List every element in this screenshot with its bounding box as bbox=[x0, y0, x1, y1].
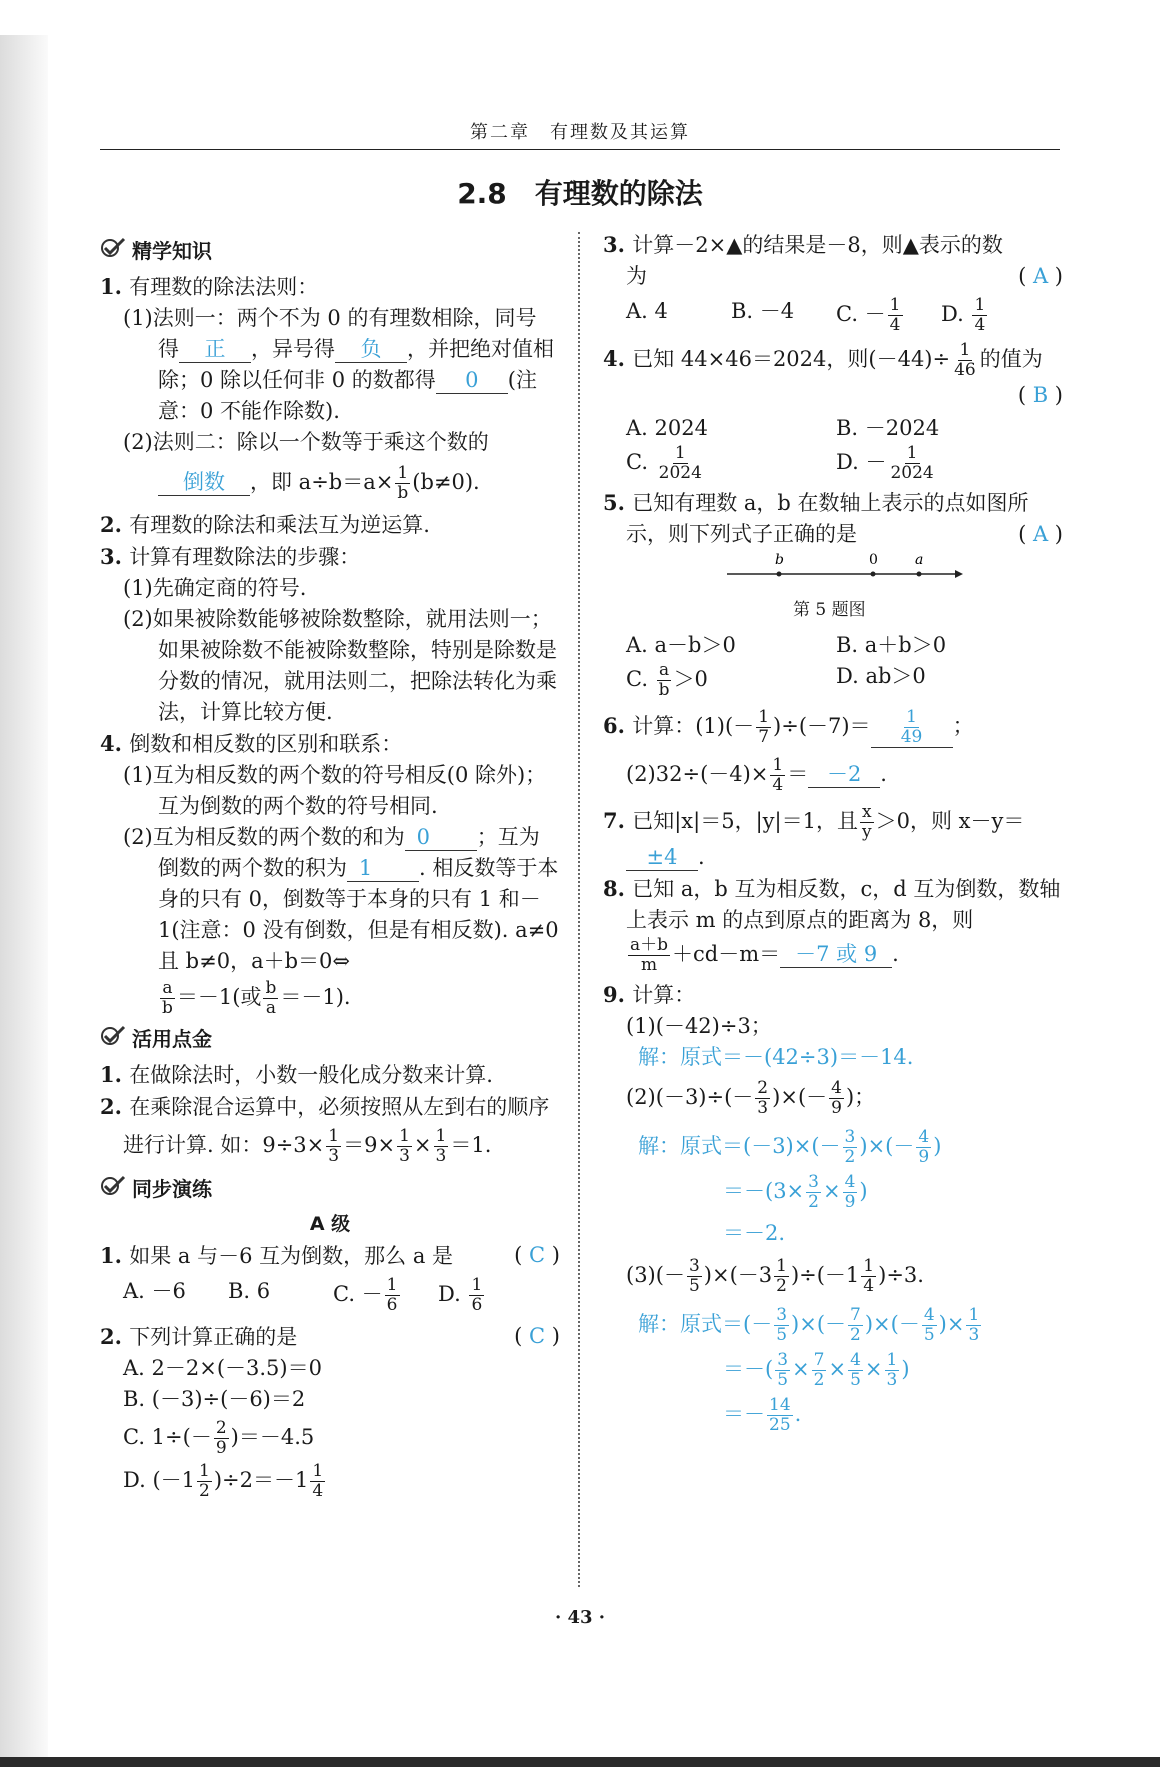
answer-blank: －2 bbox=[808, 761, 880, 788]
knowledge-1: 1. 有理数的除法法则： bbox=[100, 274, 319, 299]
right-column: 3. 计算－2×▲的结果是－8，则▲表示的数 为 ( A ) A. 4 B. －4 C. － $\frac{1}{4}$ D. $\frac{1}{4}$ 4. 已知 44×46＝2024，则(－44)÷ $\frac{1}{46}$ 的值为 ( B ) A. 2024 B. －2024 C. $\frac{1}{2024}$ D. － $\frac{1}{2024}$ 5. 已知有理数 a，b 在数轴上表示的点如图所 示，则下列式子正确的是 ( A ) b 0 a 第 5 题图 A. a－b＞0 B. a＋b＞0 C. $\frac{a}{b}$ ＞0 D. ab＞0 6. 计算：(1)(－ $\frac{1}{7}$ )÷(－7)＝ $\frac{1}{49}$ ； (2)32÷(－4)× $\frac{1}{4}$ ＝ －2 . 7. 已知|x|＝5，|y|＝1，且 $\frac{x}{y}$ ＞0，则 x－y＝ ±4 . 8. 已知 a，b 互为相反数，c，d 互为倒数，数轴上表示 m 的点到原点的距离为 8，则 $\frac{a+b}{m}$ ＋cd－m＝ －7 或 9 . 9. 计算： (1)(－42)÷3； 解：原式＝－(42÷3)＝－14. (2)(－3)÷(－ $\frac{2}{3}$ )×(－ $\frac{4}{9}$ )； 解：原式＝(－3)×(－ $\frac{3}{2}$ )×(－ $\frac{4}{9}$ ) ＝－(3× $\frac{3}{2}$ × $\frac{4}{9}$ ) ＝－2. (3)(－ $\frac{3}{5}$ )×(－3 $\frac{1}{2}$ )÷(－1 $\frac{1}{4}$ )÷3. 解：原式＝(－ $\frac{3}{5}$ )×(－ $\frac{7}{2}$ )×(－ $\frac{4}{5}$ )× $\frac{1}{3}$ ＝－( $\frac{3}{5}$ × $\frac{7}{2}$ × $\frac{4}{5}$ × $\frac{1}{3}$ ) ＝－ $\frac{14}{25}$ . bbox=[603, 229, 1063, 1435]
q9-solution-3: 解：原式＝(－ $\frac{3}{5}$ )×(－ $\frac{7}{2}$ )×(－ $\frac{4}{5}$ )× $\frac{1}{3}$ bbox=[638, 1305, 980, 1345]
q2-option-a: A. 2－2×(－3.5)＝0 bbox=[123, 1356, 322, 1380]
scan-edge bbox=[0, 1757, 1160, 1767]
rule-1-zero: 除；0 除以任何非 0 的数都得 0 (注 bbox=[158, 368, 537, 392]
section-title: 2.8 有理数的除法 bbox=[457, 177, 703, 210]
fraction: $\frac{1}{b}$ bbox=[397, 463, 409, 503]
rule-1-blanks: 得 正 ，异号得 负 ，并把绝对值相 bbox=[158, 337, 554, 361]
figure-caption: 第 5 题图 bbox=[793, 600, 866, 620]
question-8: 8. 已知 a，b 互为相反数，c，d 互为倒数，数轴上表示 m 的点到原点的距离为 8，则 bbox=[603, 876, 1061, 932]
rule-2-formula: 倒数 ，即 a÷b＝a× $\frac{1}{b}$ (b≠0). bbox=[100, 464, 560, 503]
answer-blank: 正 bbox=[179, 336, 251, 363]
check-icon bbox=[100, 236, 126, 267]
q9-solution-2: 解：原式＝(－3)×(－ $\frac{3}{2}$ )×(－ $\frac{4}{9}$ ) bbox=[638, 1127, 942, 1167]
point-a-label: a bbox=[915, 552, 924, 568]
question-3: 3. 计算－2×▲的结果是－8，则▲表示的数 bbox=[603, 232, 1003, 257]
q9-solution-1: 解：原式＝－(42÷3)＝－14. bbox=[638, 1045, 914, 1069]
q2-option-d: D. (－1 $\frac{1}{2}$ )÷2＝－1 $\frac{1}{4}$ bbox=[123, 1461, 324, 1501]
q5-options: A. a－b＞0 B. a＋b＞0 C. $\frac{a}{b}$ ＞0 D. ab＞0 bbox=[626, 633, 947, 700]
q3-options: A. 4 B. －4 C. － $\frac{1}{4}$ D. $\frac{1}{4}$ bbox=[626, 295, 986, 335]
step-1: (1)先确定商的符号. bbox=[123, 576, 307, 600]
q9-part-2: (2)(－3)÷(－ $\frac{2}{3}$ )×(－ $\frac{4}{9}$ )； bbox=[626, 1078, 876, 1118]
q9-solution-2-step: ＝－(3× $\frac{3}{2}$ × $\frac{4}{9}$ ) bbox=[723, 1172, 868, 1212]
knowledge-4: 4. 倒数和相反数的区别和联系： bbox=[100, 731, 403, 756]
section-heading-practice: 同步演练 bbox=[100, 1174, 560, 1205]
q4-options: A. 2024 B. －2024 C. $\frac{1}{2024}$ D. － $\frac{1}{2024}$ bbox=[626, 416, 940, 483]
question-2: 2. 下列计算正确的是 ( C ) bbox=[100, 1324, 560, 1349]
section-heading-knowledge: 精学知识 bbox=[100, 236, 560, 267]
question-6: 6. 计算：(1)(－ $\frac{1}{7}$ )÷(－7)＝ $\frac{1}{49}$ ； bbox=[603, 707, 974, 747]
apply-2: 2. 在乘除混合运算中，必须按照从左到右的顺序 bbox=[100, 1094, 550, 1119]
point-b-label: b bbox=[775, 552, 784, 568]
answer-choice: C bbox=[529, 1324, 546, 1348]
knowledge-2: 2. 有理数的除法和乘法互为逆运算. bbox=[100, 512, 430, 537]
check-icon bbox=[100, 1174, 126, 1205]
question-6-part-2: (2)32÷(－4)× $\frac{1}{4}$ ＝ －2 . bbox=[626, 755, 887, 795]
question-7: 7. 已知|x|＝5，|y|＝1，且 $\frac{x}{y}$ ＞0，则 x－y＝ bbox=[603, 802, 1025, 842]
answer-blank: ±4 bbox=[626, 844, 698, 871]
answer-blank: 倒数 bbox=[158, 469, 250, 496]
rule-1-line: (1)法则一：两个不为 0 的有理数相除，同号 bbox=[123, 306, 537, 330]
answer-blank: 1 bbox=[347, 855, 419, 882]
k4-formula: $\frac{a}{b}$ ＝－1(或 $\frac{b}{a}$ ＝－1). bbox=[162, 978, 351, 1018]
question-9: 9. 计算： bbox=[603, 982, 696, 1007]
q9-solution-2-result: ＝－2. bbox=[723, 1221, 786, 1245]
q2-option-b: B. (－3)÷(－6)＝2 bbox=[123, 1387, 306, 1411]
page-number: · 43 · bbox=[554, 1607, 606, 1628]
left-column bbox=[100, 232, 560, 1505]
answer-choice: C bbox=[529, 1243, 546, 1267]
q9-part-3: (3)(－ $\frac{3}{5}$ )×(－3 $\frac{1}{2}$ )÷(－1 $\frac{1}{4}$ )÷3. bbox=[626, 1256, 924, 1296]
k4-item-1: (1)互为相反数的两个数的符号相反(0 除外)；互为倒数的两个数的符号相同. bbox=[123, 763, 547, 818]
answer-blank: 0 bbox=[436, 367, 508, 394]
apply-2-example: 进行计算. 如：9÷3× $\frac{1}{3}$ ＝9× $\frac{1}{3}$ × $\frac{1}{3}$ ＝1. bbox=[123, 1126, 492, 1166]
chapter-header: 第二章 有理数及其运算 bbox=[470, 122, 690, 143]
q9-part-1: (1)(－42)÷3； bbox=[626, 1014, 772, 1038]
q9-solution-3-step: ＝－( $\frac{3}{5}$ × $\frac{7}{2}$ × $\frac{4}{5}$ × $\frac{1}{3}$ ) bbox=[723, 1350, 910, 1390]
rule-2-line: (2)法则二：除以一个数等于乘这个数的 bbox=[123, 430, 489, 454]
answer-blank: 0 bbox=[405, 824, 477, 851]
answer-blank: －7 或 9 bbox=[780, 941, 892, 968]
column-divider bbox=[578, 232, 580, 1587]
header-rule bbox=[100, 149, 1060, 150]
answer-choice: A bbox=[1032, 522, 1049, 546]
binding-shadow bbox=[0, 35, 48, 1757]
k4-item-2: (2)互为相反数的两个数的和为 0 ；互为倒数的两个数的积为 1 . 相反数等于本身的只有 0，倒数等于本身的只有 1 和－1(注意：0 没有倒数，但是有相反数). a≠0 且 b≠0，a＋b＝0⇔ bbox=[123, 825, 559, 973]
q2-option-c: C. 1÷(－ $\frac{2}{9}$ )＝－4.5 bbox=[123, 1418, 315, 1458]
answer-blank: 负 bbox=[335, 336, 407, 363]
q1-options: A. －6 B. 6 C. － $\frac{1}{6}$ D. $\frac{1}{6}$ bbox=[123, 1275, 483, 1315]
question-1: 1. 如果 a 与－6 互为倒数，那么 a 是 ( C ) bbox=[100, 1243, 560, 1268]
rule-1-note: 意：0 不能作除数). bbox=[158, 399, 340, 423]
answer-choice: B bbox=[1032, 383, 1049, 407]
apply-1: 1. 在做除法时，小数一般化成分数来计算. bbox=[100, 1062, 493, 1087]
origin-label: 0 bbox=[869, 552, 878, 568]
question-4: 4. 已知 44×46＝2024，则(－44)÷ $\frac{1}{46}$ 的值为 bbox=[603, 340, 1043, 380]
step-2: (2)如果被除数能够被除数整除，就用法则一；如果被除数不能被除数整除，特别是除数是分数的情况，就用法则二，把除法转化为乘法，计算比较方便. bbox=[123, 607, 557, 724]
answer-choice: A bbox=[1032, 264, 1049, 288]
question-5: 5. 已知有理数 a，b 在数轴上表示的点如图所 bbox=[603, 490, 1029, 515]
section-heading-apply: 活用点金 bbox=[100, 1024, 560, 1055]
number-line bbox=[723, 550, 963, 586]
level-label: A 级 bbox=[309, 1213, 351, 1235]
check-icon bbox=[100, 1024, 126, 1055]
q9-solution-3-result: ＝－ $\frac{14}{25}$ . bbox=[723, 1395, 802, 1435]
number-line-figure bbox=[603, 550, 1063, 626]
knowledge-3: 3. 计算有理数除法的步骤： bbox=[100, 544, 361, 569]
